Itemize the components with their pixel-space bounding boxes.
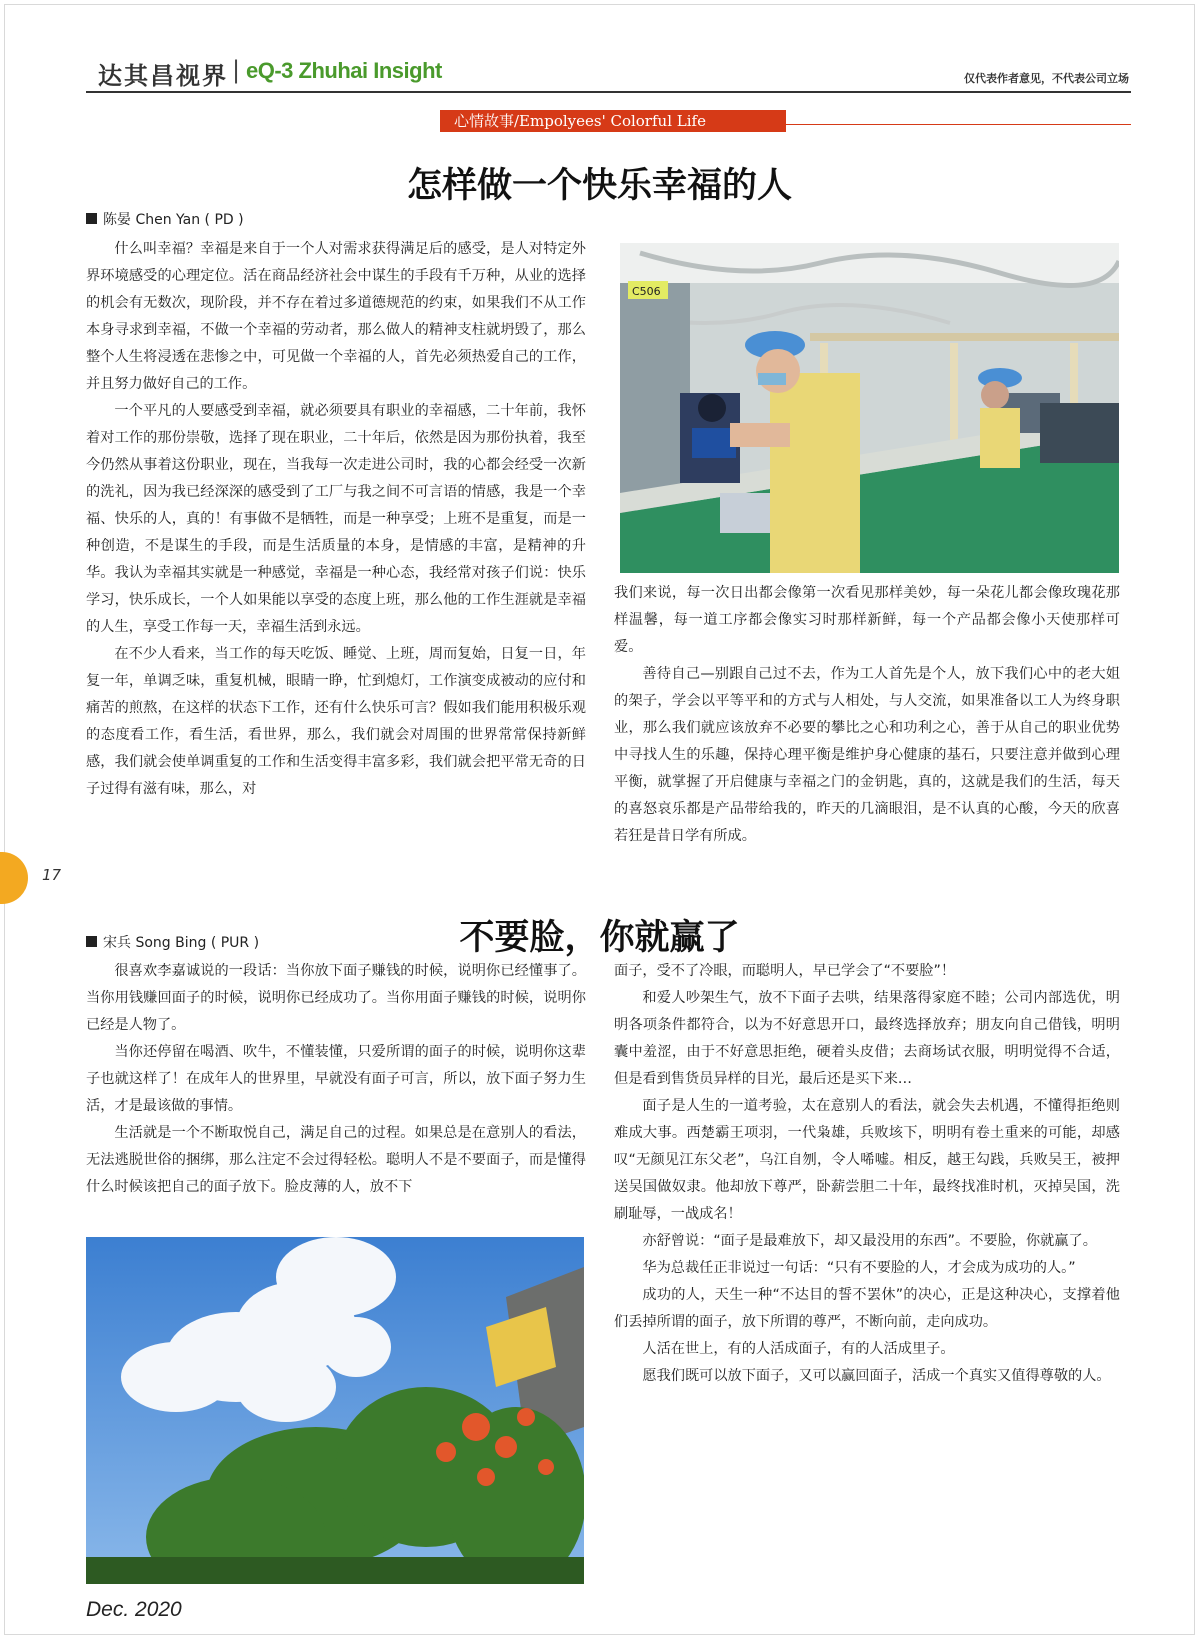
sky-tree-photo (86, 1237, 584, 1584)
article2-paragraph: 成功的人，天生一种“不达目的誓不罢休”的决心，正是这种决心，支撑着他们丢掉所谓的面子，放下所谓的尊严，不断向前，走向成功。 (614, 1287, 1120, 1330)
masthead (86, 48, 1129, 88)
article2-left-column (86, 958, 586, 1201)
article2-paragraph: 和爱人吵架生气，放不下面子去哄，结果落得家庭不睦；公司内部选优，明明各项条件都符合，以为不好意思开口，最终选择放弃；朋友向自己借钱，明明囊中羞涩，由于不好意思拒绝，硬着头皮借；去商场试衣服，明明觉得不合适，但是看到售货员异样的目光，最后还是买下来… (614, 990, 1120, 1087)
issue-date: Dec. 2020 (86, 1598, 182, 1621)
article2-paragraph: 很喜欢李嘉诚说的一段话：当你放下面子赚钱的时候，说明你已经懂事了。当你用钱赚回面子的时候，说明你已经成功了。当你用面子赚钱的时候，说明你已经是人物了。 (86, 963, 586, 1033)
article1-paragraph: 什么叫幸福？幸福是来自于一个人对需求获得满足后的感受，是人对特定外界环境感受的心理定位。活在商品经济社会中谋生的手段有千万种，从业的选择的机会有无数次，现阶段，并不存在着过多道德规范的约束，如果我们不从工作本身寻求到幸福，不做一个幸福的劳动者，那么做人的精神支柱就坍毁了，那么整个人生将浸透在悲惨之中，可见做一个幸福的人，首先必须热爱自己的工作，并且努力做好自己的工作。 (86, 241, 586, 392)
masthead-title-cn: 达其昌视界 (98, 61, 228, 90)
article1-right-column (614, 580, 1120, 850)
article1-paragraph: 在不少人看来，当工作的每天吃饭、睡觉、上班，周而复始，日复一日，年复一年，单调乏味，重复机械，眼睛一睁，忙到熄灯，工作演变成被动的应付和痛苦的煎熬，在这样的状态下工作，还有什么快乐可言？假如我们能用积极乐观的态度看工作，看生活，看世界，那么，我们就会对周围的世界常常保持新鲜感，我们就会使单调重复的工作和生活变得丰富多彩，我们就会把平常无奇的日子过得有滋有味，那么，对 (86, 646, 586, 797)
article2-paragraph: 面子，受不了冷眼，而聪明人，早已学会了“不要脸”！ (614, 963, 956, 979)
article1-paragraph: 一个平凡的人要感受到幸福，就必须要具有职业的幸福感，二十年前，我怀着对工作的那份崇敬，选择了现在职业，二十年后，依然是因为那份执着，我至今仍然从事着这份职业，现在，当我每一次走进公司时，我的心都会经受一次新的洗礼，因为我已经深深的感受到了工厂与我之间不可言语的情感，我是一个幸福、快乐的人，真的！有事做不是牺牲，而是一种享受；上班不是重复，而是一种创造，不是谋生的手段，而是生活质量的本身，是情感的丰富，是精神的升华。我认为幸福其实就是一种感觉，幸福是一种心态，我经常对孩子们说：快乐学习，快乐成长，一个人如果能以享受的态度上班，那么他的工作生涯就是幸福的人生，享受工作每一天，幸福生活到永远。 (86, 403, 586, 635)
masthead-separator: | (232, 56, 241, 84)
article1-paragraph: 善待自己—别跟自己过不去，作为工人首先是个人，放下我们心中的老大姐的架子，学会以平等平和的方式与人相处，与人交流，如果准备以工人为终身职业，那么我们就应该放弃不必要的攀比之心和功利之心，善于从自己的职业优势中寻找人生的乐趣，保持心理平衡是维护身心健康的基石，只要注意并做到心理平衡，就掌握了开启健康与幸福之门的金钥匙，真的，这就是我们的生活，每天的喜怒哀乐都是产品带给我的，昨天的几滴眼泪，是不认真的心酸，今天的欣喜若狂是昔日学有所成。 (614, 666, 1120, 844)
article2-title: 不要脸，你就赢了 (459, 917, 740, 958)
article2-paragraph: 生活就是一个不断取悦自己，满足自己的过程。如果总是在意别人的看法，无法逃脱世俗的捆绑，那么注定不会过得轻松。聪明人不是不要面子，而是懂得什么时候该把自己的面子放下。脸皮薄的人，放不下 (86, 1125, 586, 1195)
factory-workshop-photo (620, 243, 1119, 573)
byline-square-icon (86, 213, 97, 224)
page-number: 17 (42, 866, 62, 884)
photo-room-label: C506 (632, 285, 661, 298)
article1-author: 陈晏 Chen Yan ( PD ) (103, 212, 244, 228)
article2-paragraph: 亦舒曾说：“面子是最难放下，却又最没用的东西”。不要脸，你就赢了。 (642, 1233, 1097, 1249)
byline-square-icon (86, 936, 97, 947)
section-tag (440, 110, 786, 132)
article2-paragraph: 当你还停留在喝酒、吹牛，不懂装懂，只爱所谓的面子的时候，说明你这辈子也就这样了！在成年人的世界里，早就没有面子可言，所以，放下面子努力生活，才是最该做的事情。 (86, 1044, 586, 1114)
article1-title: 怎样做一个快乐幸福的人 (406, 165, 792, 206)
article2-paragraph: 人活在世上，有的人活成面子，有的人活成里子。 (642, 1341, 955, 1357)
article1-byline (86, 209, 244, 229)
article2-right-column (614, 958, 1120, 1390)
article2-paragraph: 华为总裁任正非说过一句话：“只有不要脸的人，才会成为成功的人。” (642, 1260, 1076, 1276)
section-label: 心情故事/Empolyees' Colorful Life (454, 112, 706, 130)
article2-author: 宋兵 Song Bing ( PUR ) (103, 935, 260, 951)
article2-byline (86, 932, 259, 952)
masthead-rule (86, 91, 1131, 93)
masthead-title-en: eQ-3 Zhuhai Insight (246, 58, 442, 83)
article1-paragraph: 我们来说，每一次日出都会像第一次看见那样美妙，每一朵花儿都会像玫瑰花那样温馨，每一道工序都会像实习时那样新鲜，每一个产品都会像小天使那样可爱。 (614, 585, 1120, 655)
section-rule (786, 124, 1131, 125)
masthead-disclaimer: 仅代表作者意见，不代表公司立场 (964, 72, 1129, 85)
article2-paragraph: 愿我们既可以放下面子，又可以赢回面子，活成一个真实又值得尊敬的人。 (642, 1368, 1111, 1384)
article2-paragraph: 面子是人生的一道考验，太在意别人的看法，就会失去机遇，不懂得拒绝则难成大事。西楚霸王项羽，一代枭雄，兵败垓下，明明有卷土重来的可能，却感叹“无颜见江东父老”，乌江自刎，令人唏嘘。相反，越王勾践，兵败吴王，被押送吴国做奴隶。他却放下尊严，卧薪尝胆二十年，最终找准时机，灭掉吴国，洗刷耻辱，一战成名！ (614, 1098, 1120, 1222)
article1-left-column (86, 236, 586, 803)
